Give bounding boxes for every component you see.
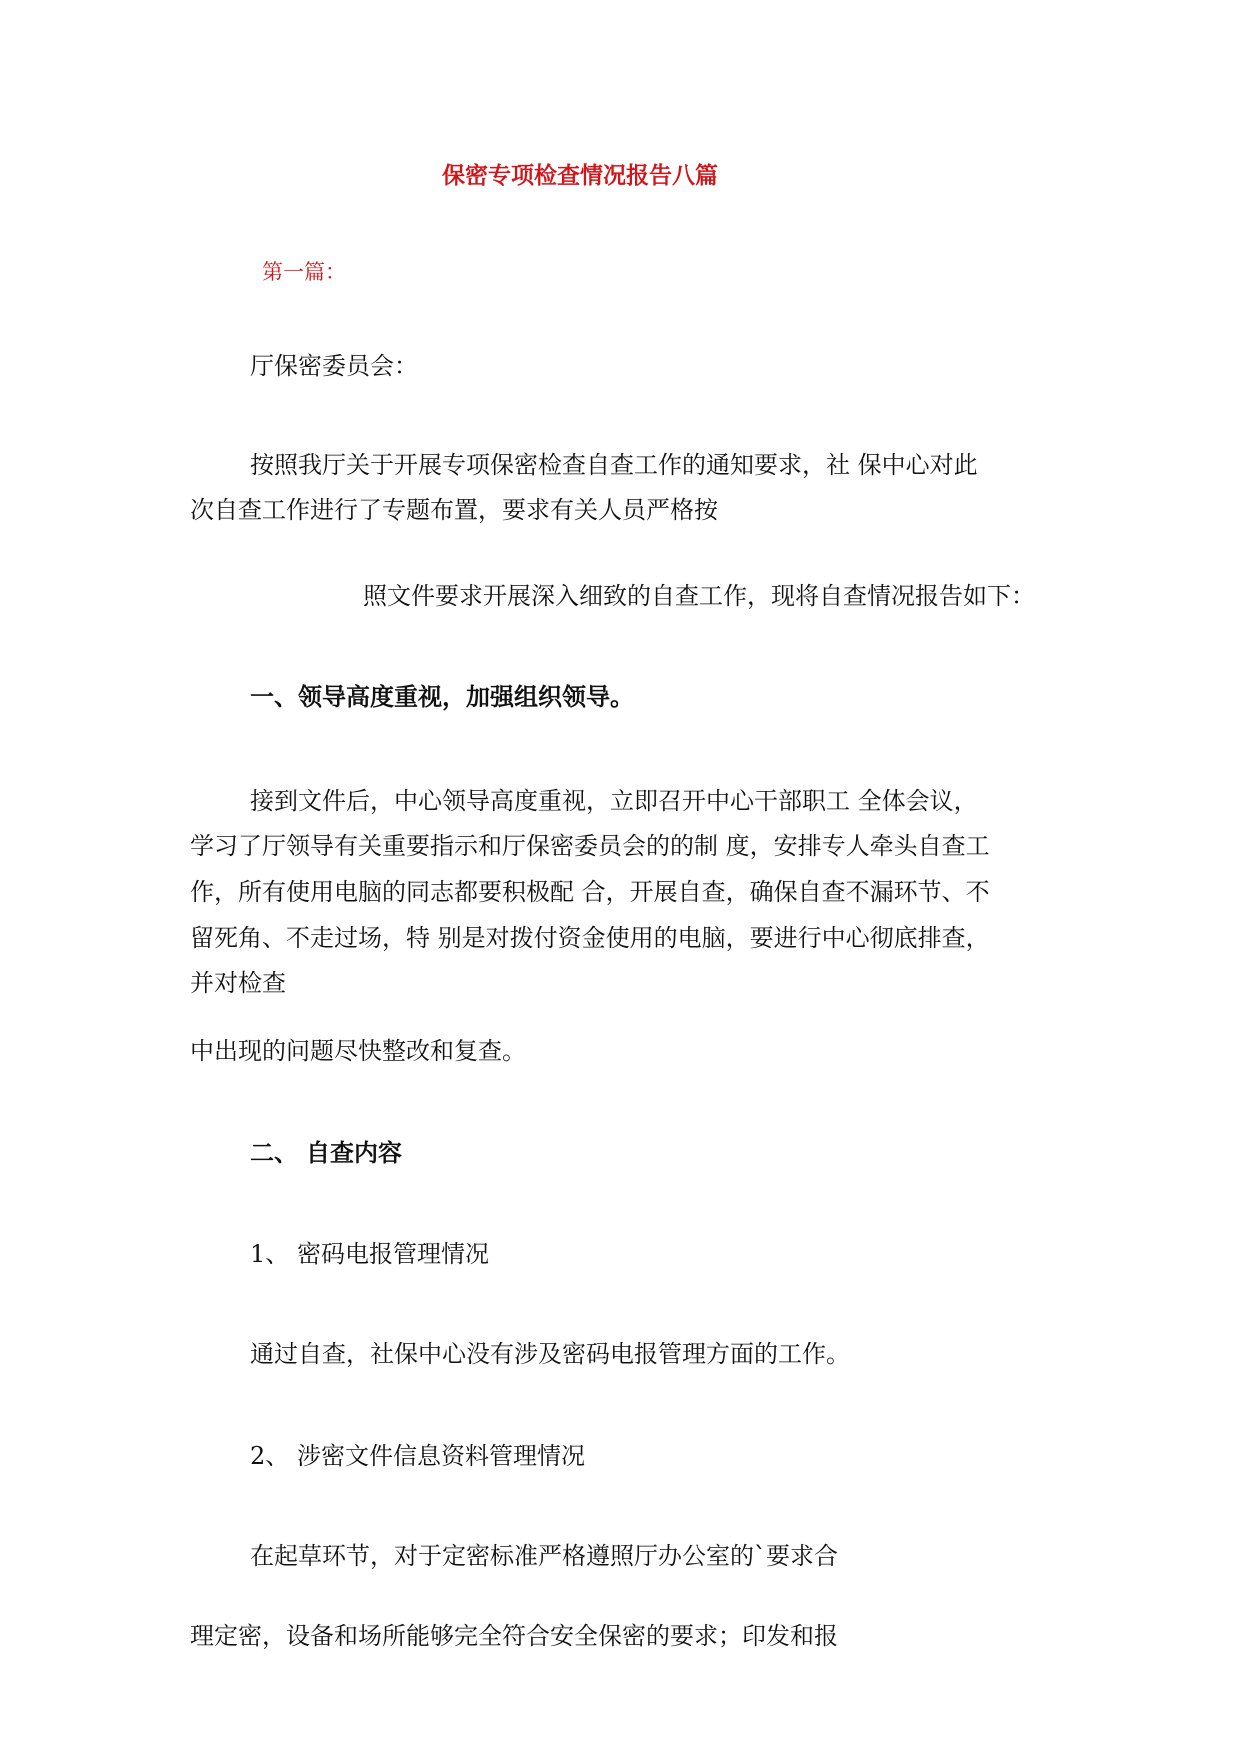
item2-body-line-1: 在起草环节，对于定密标准严格遵照厅办公室的`要求合 [250, 1542, 838, 1570]
section1-paragraph-line-5: 并对检查 [190, 969, 286, 997]
intro-line-3: 照文件要求开展深入细致的自查工作，现将自查情况报告如下： [363, 582, 1035, 610]
item2-body-line-2: 理定密，设备和场所能够完全符合安全保密的要求；印发和报 [190, 1622, 838, 1650]
item2-number: 2、 [250, 1442, 290, 1470]
section1-paragraph-line-3: 作，所有使用电脑的同志都要积极配 合，开展自查，确保自查不漏环节、不 [190, 878, 990, 906]
salutation: 厅保密委员会： [250, 352, 418, 380]
item1-heading: 密码电报管理情况 [297, 1240, 489, 1268]
item2-heading: 涉密文件信息资料管理情况 [297, 1442, 585, 1470]
chapter-subtitle: 第一篇： [262, 260, 346, 284]
section2-heading-text: 自查内容 [306, 1139, 402, 1167]
section1-paragraph-line-2: 学习了厅领导有关重要指示和厅保密委员会的的制 度，安排专人牵头自查工 [190, 832, 990, 860]
item1-body: 通过自查，社保中心没有涉及密码电报管理方面的工作。 [250, 1340, 850, 1368]
item1-number: 1、 [250, 1240, 290, 1268]
intro-line-2: 次自查工作进行了专题布置，要求有关人员严格按 [190, 496, 718, 524]
document-title: 保密专项检查情况报告八篇 [442, 163, 718, 189]
section1-paragraph-line-1: 接到文件后，中心领导高度重视，立即召开中心干部职工 全体会议， [250, 787, 978, 815]
section1-paragraph-line-4: 留死角、不走过场，特 别是对拨付资金使用的电脑，要进行中心彻底排查， [190, 924, 990, 952]
section1-paragraph-continuation: 中出现的问题尽快整改和复查。 [190, 1037, 526, 1065]
section1-heading: 一、领导高度重视，加强组织领导。 [250, 683, 634, 711]
intro-line-1: 按照我厅关于开展专项保密检查自查工作的通知要求，社 保中心对此 [250, 451, 978, 479]
section2-heading-number: 二、 [250, 1139, 298, 1167]
